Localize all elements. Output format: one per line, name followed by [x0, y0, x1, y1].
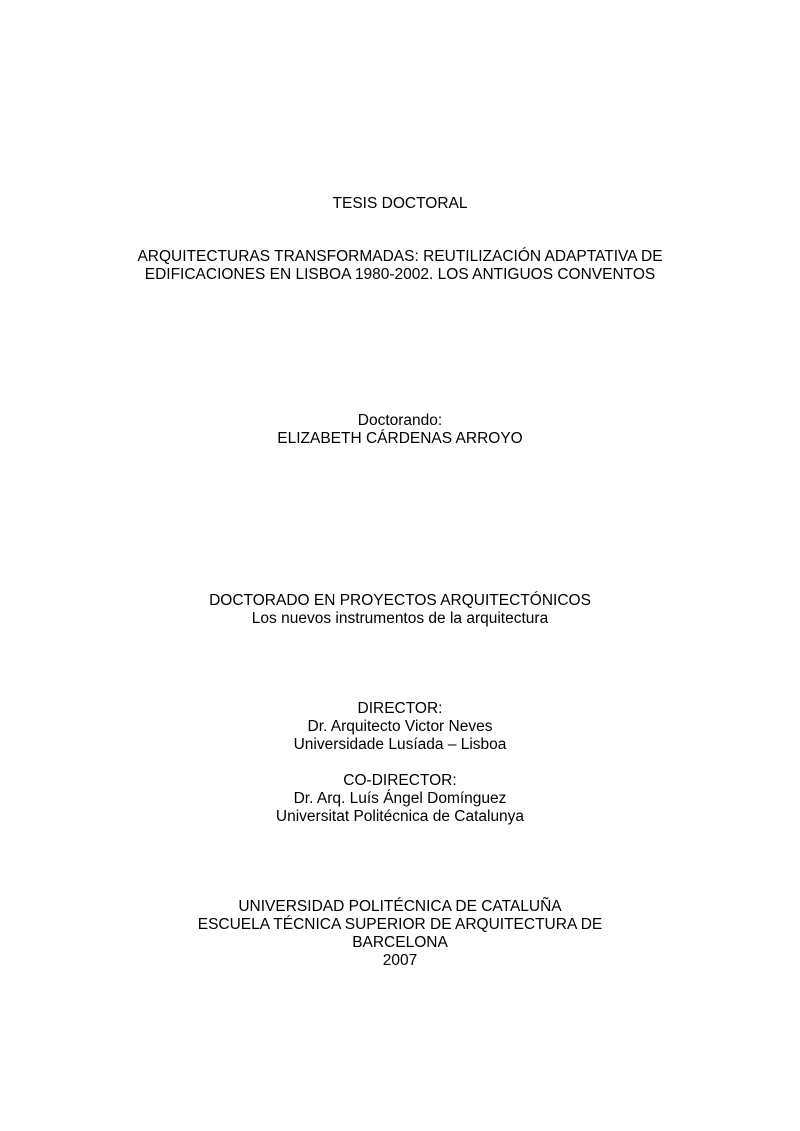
codirector-section: [60, 772, 740, 826]
candidate-label: Doctorando:: [357, 412, 443, 429]
director-name: Dr. Arquitecto Victor Neves: [307, 718, 493, 735]
thesis-type: TESIS DOCTORAL: [332, 195, 468, 212]
candidate-name: ELIZABETH CÁRDENAS ARROYO: [277, 430, 523, 447]
program-subtitle: Los nuevos instrumentos de la arquitectura: [251, 610, 549, 627]
institution-section: [60, 898, 740, 970]
director-affiliation: Universidade Lusíada – Lisboa: [293, 736, 507, 753]
university-name: UNIVERSIDAD POLITÉCNICA DE CATALUÑA: [238, 898, 562, 915]
codirector-label: CO-DIRECTOR:: [343, 772, 457, 789]
school-name-line-1: ESCUELA TÉCNICA SUPERIOR DE ARQUITECTURA DE: [197, 916, 603, 933]
codirector-affiliation: Universitat Politécnica de Catalunya: [275, 808, 525, 825]
thesis-title-line-1: ARQUITECTURAS TRANSFORMADAS: REUTILIZACIÓN ADAPTATIVA DE: [137, 248, 663, 265]
candidate-section: [60, 412, 740, 448]
year: 2007: [382, 952, 418, 969]
director-section: [60, 700, 740, 754]
director-label: DIRECTOR:: [357, 700, 443, 717]
program-section: [60, 592, 740, 628]
codirector-name: Dr. Arq. Luís Ángel Domínguez: [293, 790, 507, 807]
school-name-line-2: BARCELONA: [352, 934, 448, 951]
thesis-type-heading: [60, 195, 740, 213]
program-name: DOCTORADO EN PROYECTOS ARQUITECTÓNICOS: [209, 592, 591, 609]
thesis-title-line-2: EDIFICACIONES EN LISBOA 1980-2002. LOS ANTIGUOS CONVENTOS: [144, 266, 656, 283]
thesis-title: [60, 248, 740, 284]
